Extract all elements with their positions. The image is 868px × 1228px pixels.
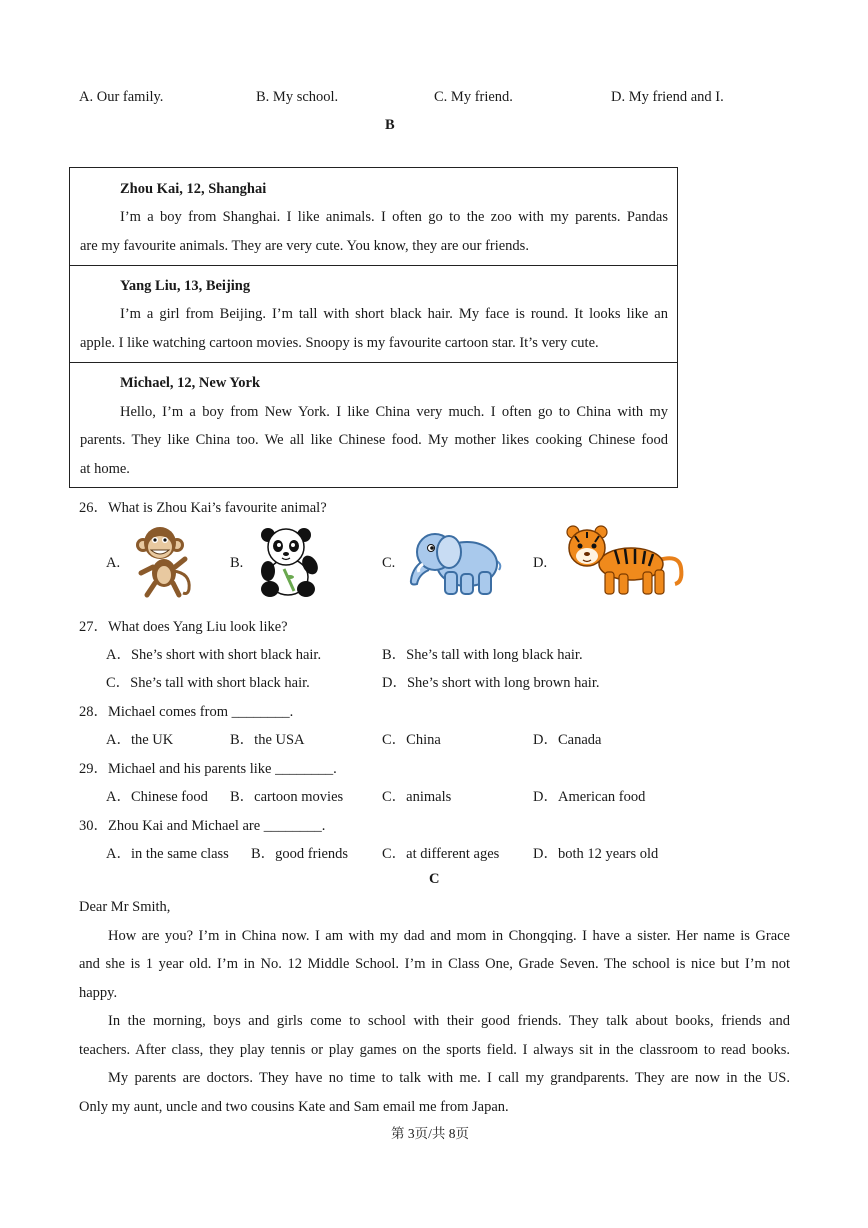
section-c-heading: C: [429, 871, 440, 887]
page-number: 第 3页/共 8页: [391, 1126, 470, 1141]
section-b-heading: B: [385, 117, 395, 133]
option-c-text: C. My friend.: [434, 89, 513, 105]
profile-name: Yang Liu, 13, Beijing: [120, 278, 251, 294]
profiles-table: [69, 167, 678, 488]
profile-text-line: I’m a girl from Beijing. I’m tall with short black hair. My face is round. It looks like an: [120, 306, 668, 322]
q30-option-c: C．at different ages: [382, 846, 500, 862]
q29-option-c: C．animals: [382, 789, 452, 805]
q30-option-a: A．in the same class: [106, 846, 229, 862]
q29-option-a: A．Chinese food: [106, 789, 208, 805]
q28-option-d: D．Canada: [533, 732, 602, 748]
q29-option-d: D．American food: [533, 789, 646, 805]
letter-line: Only my aunt, uncle and two cousins Kate and Sam email me from Japan.: [79, 1099, 509, 1115]
letter-line: and she is 1 year old. I’m in No. 12 Middle School. I’m in Class One, Grade Seven. The school is nice but I’m not: [79, 956, 790, 972]
letter-line: teachers. After class, they play tennis or play games on the sports field. I always sit in the classroom to read books.: [79, 1042, 790, 1058]
letter-line: In the morning, boys and girls come to school with their good friends. They talk about books, friends and: [108, 1013, 790, 1029]
monkey-icon: [133, 523, 195, 599]
option-a-text: A. Our family.: [79, 89, 164, 105]
q26-option-d-label: D.: [533, 555, 548, 571]
profile-text-line: Hello, I’m a boy from New York. I like China very much. I often go to China with my: [120, 404, 668, 420]
option-d-text: D. My friend and I.: [611, 89, 724, 105]
panda-icon: [254, 525, 322, 599]
profile-text-line: apple. I like watching cartoon movies. Snoopy is my favourite cartoon star. It’s very cute.: [80, 335, 599, 351]
question-28: 28．Michael comes from ________.: [79, 704, 294, 720]
q29-option-b: B．cartoon movies: [230, 789, 344, 805]
q27-option-c: C．She’s tall with short black hair.: [106, 675, 310, 691]
q28-option-a: A．the UK: [106, 732, 174, 748]
profile-text-line: are my favourite animals. They are very cute. You know, they are our friends.: [80, 238, 529, 254]
question-27: 27．What does Yang Liu look like?: [79, 619, 288, 635]
profile-name: Zhou Kai, 12, Shanghai: [120, 181, 267, 197]
q27-option-d: D．She’s short with long brown hair.: [382, 675, 600, 691]
question-26: 26．What is Zhou Kai’s favourite animal?: [79, 500, 327, 516]
q26-option-a-label: A.: [106, 555, 121, 571]
q30-option-b: B．good friends: [251, 846, 349, 862]
profile-text-line: parents. They like China too. We all like Chinese food. My mother likes cooking Chinese food: [80, 432, 668, 448]
q28-option-b: B．the USA: [230, 732, 305, 748]
letter-salutation: Dear Mr Smith,: [79, 899, 171, 915]
profile-text-line: at home.: [80, 461, 130, 477]
q26-option-b-label: B.: [230, 555, 244, 571]
elephant-icon: [405, 526, 505, 598]
question-30: 30．Zhou Kai and Michael are ________.: [79, 818, 326, 834]
question-29: 29．Michael and his parents like ________.: [79, 761, 337, 777]
letter-line: My parents are doctors. They have no time to talk with me. I call my grandparents. They are now in the US.: [108, 1070, 790, 1086]
q30-option-d: D．both 12 years old: [533, 846, 659, 862]
q27-option-b: B．She’s tall with long black hair.: [382, 647, 583, 663]
letter-line: How are you? I’m in China now. I am with my dad and mom in Chongqing. I have a sister. Her name is Grace: [108, 928, 790, 944]
profile-zhou-kai: [70, 168, 677, 266]
letter-line: happy.: [79, 985, 118, 1001]
profile-michael: [70, 363, 677, 488]
tiger-icon: [563, 524, 687, 600]
option-b-text: B. My school.: [256, 89, 339, 105]
profile-yang-liu: [70, 266, 677, 363]
profile-name: Michael, 12, New York: [120, 375, 261, 391]
q27-option-a: A．She’s short with short black hair.: [106, 647, 322, 663]
q26-option-c-label: C.: [382, 555, 396, 571]
profile-text-line: I’m a boy from Shanghai. I like animals. I often go to the zoo with my parents. Pandas: [120, 209, 668, 225]
q28-option-c: C．China: [382, 732, 441, 748]
